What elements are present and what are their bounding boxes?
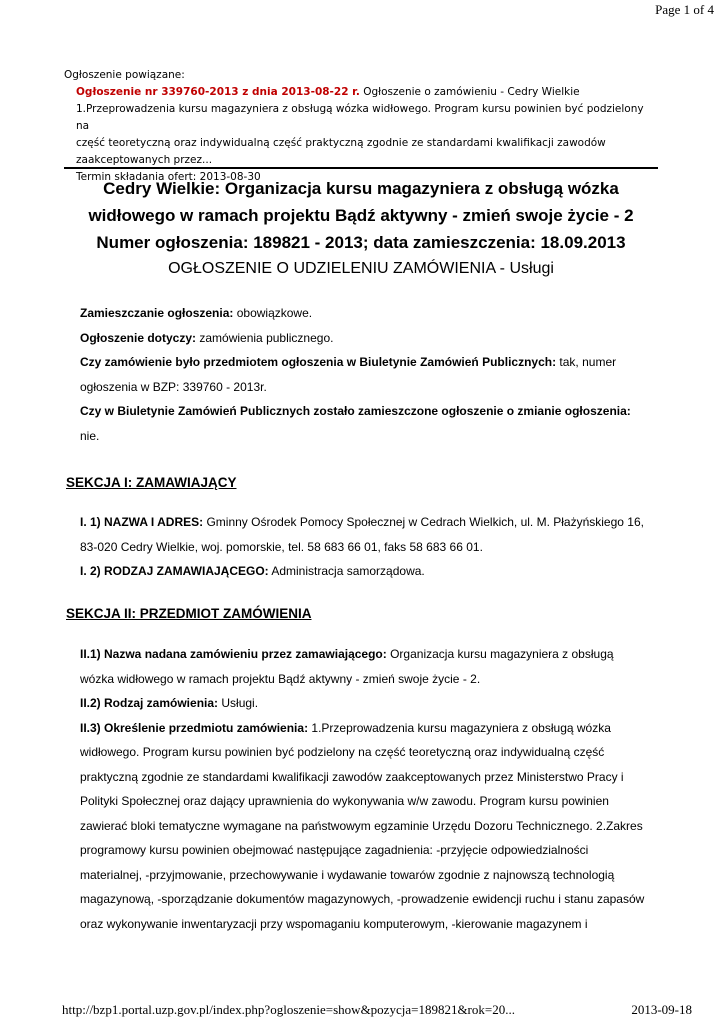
order-subject-line: materialnej, -przyjmowanie, przechowywanie i wydawanie towarów zgodnie z najnowszą technologią — [80, 867, 615, 882]
order-subject-line: 1.Przeprowadzenia kursu magazyniera z obsługą wózka — [308, 720, 611, 735]
order-type-row — [80, 691, 660, 716]
order-name-value-cont: wózka widłowego w ramach projektu Bądź aktywny - zmień swoje życie - 2. — [80, 671, 481, 686]
contracting-type-row — [80, 559, 660, 584]
related-desc-line: część teoretyczną oraz indywidualną część praktyczną zgodnie ze standardami kwalifikacji zawodów — [76, 137, 606, 149]
section1-body — [80, 510, 660, 584]
order-subject-line: magazynową, -sporządzanie dokumentów magazynowych, -prowadzenie ewidencji ruchu i stanu zapasów — [80, 892, 645, 906]
notice-info — [80, 301, 660, 448]
section2-heading: SEKCJA II: PRZEDMIOT ZAMÓWIENIA — [66, 606, 312, 621]
contracting-type-label: I. 2) RODZAJ ZAMAWIAJĄCEGO: — [80, 564, 269, 578]
bzp-row — [80, 350, 660, 375]
name-address-label: I. 1) NAZWA I ADRES: — [80, 515, 204, 529]
notice-title — [64, 175, 658, 281]
related-desc-line: 1.Przeprowadzenia kursu magazyniera z obsługą wózka widłowego. Program kursu powinien być podzielony na — [76, 103, 644, 132]
name-address-row — [80, 510, 660, 535]
divider — [64, 167, 658, 169]
order-name-label: II.1) Nazwa nadana zamówieniu przez zamawiającego: — [80, 647, 387, 661]
section2-body — [80, 642, 660, 936]
posting-row — [80, 301, 660, 326]
order-subject-label: II.3) Określenie przedmiotu zamówienia: — [80, 720, 309, 735]
bzp-value: tak, numer — [556, 355, 617, 369]
notice-subtitle: OGŁOSZENIE O UDZIELENIU ZAMÓWIENIA - Usługi — [168, 260, 554, 277]
order-subject-line: oraz wykonywanie inwentaryzacji przy wspomaganiu komputerowym, -kierowanie magazynem i — [80, 916, 588, 931]
order-type-value: Usługi. — [218, 696, 259, 710]
related-deadline: Termin składania ofert: 2013-08-30 — [76, 171, 261, 183]
related-notice-link[interactable]: Ogłoszenie nr 339760-2013 z dnia 2013-08-22 r. — [76, 86, 360, 98]
posting-label: Zamieszczanie ogłoszenia: — [80, 306, 234, 320]
order-subject-line: widłowego. Program kursu powinien być podzielony na część teoretyczną oraz indywidualną część — [80, 745, 605, 759]
related-description — [64, 84, 660, 101]
order-name-value: Organizacja kursu magazyniera z obsługą — [386, 647, 614, 661]
name-address-value: Gminny Ośrodek Pomocy Społecznej w Cedrach Wielkich, ul. M. Płażyńskiego 16, — [203, 515, 644, 529]
page-number: Page 1 of 4 — [655, 2, 714, 17]
title-line: widłowego w ramach projektu Bądź aktywny - zmień swoje życie - 2 — [88, 206, 634, 225]
posting-value: obowiązkowe. — [233, 306, 313, 320]
concerns-label: Ogłoszenie dotyczy: — [80, 330, 197, 345]
order-subject-line: programowy kursu powinien obejmować następujące zagadnienia: -przyjęcie odpowiedzialności — [80, 843, 589, 857]
section1-heading: SEKCJA I: ZAMAWIAJĄCY — [66, 475, 237, 490]
concerns-row — [80, 326, 660, 351]
change-row — [80, 399, 660, 424]
order-type-label: II.2) Rodzaj zamówienia: — [80, 696, 219, 710]
order-subject-line: Polityki Społecznej oraz dający uprawnienia do wykonywania w/w zawodu. Program kursu powinien — [80, 794, 609, 808]
concerns-value: zamówienia publicznego. — [196, 330, 334, 345]
related-desc-line: zaakceptowanych przez... — [76, 154, 213, 166]
title-line: Numer ogłoszenia: 189821 - 2013; data zamieszczenia: 18.09.2013 — [96, 233, 626, 252]
order-subject-line: praktyczną zgodnie ze standardami kwalifikacji zawodów zaakceptowanych przez Ministerstwo Pracy i — [80, 769, 624, 784]
order-subject-row — [80, 716, 660, 741]
change-label: Czy w Biuletynie Zamówień Publicznych zostało zamieszczone ogłoszenie o zmianie ogłoszenia: — [80, 404, 631, 418]
change-value: nie. — [80, 428, 100, 443]
order-subject-line: zawierać bloki tematyczne wymagane na państwowym egzaminie Urzędu Dozoru Technicznego. 2.Zakres — [80, 818, 643, 833]
footer-url: http://bzp1.portal.uzp.gov.pl/index.php?ogloszenie=show&pozycja=189821&rok=20... — [62, 1002, 515, 1017]
footer-date: 2013-09-18 — [631, 1002, 692, 1017]
name-address-value-cont: 83-020 Cedry Wielkie, woj. pomorskie, tel. 58 683 66 01, faks 58 683 66 01. — [80, 539, 483, 554]
bzp-value-cont: ogłoszenia w BZP: 339760 - 2013r. — [80, 379, 267, 394]
related-label: Ogłoszenie powiązane: — [64, 69, 185, 81]
contracting-type-value: Administracja samorządowa. — [268, 564, 425, 578]
order-name-row — [80, 642, 660, 667]
bzp-label: Czy zamówienie było przedmiotem ogłoszenia w Biuletynie Zamówień Publicznych: — [80, 355, 557, 369]
related-desc-line: Ogłoszenie o zamówieniu - Cedry Wielkie — [359, 86, 580, 98]
title-line: Cedry Wielkie: Organizacja kursu magazyniera z obsługą wózka — [103, 179, 619, 198]
